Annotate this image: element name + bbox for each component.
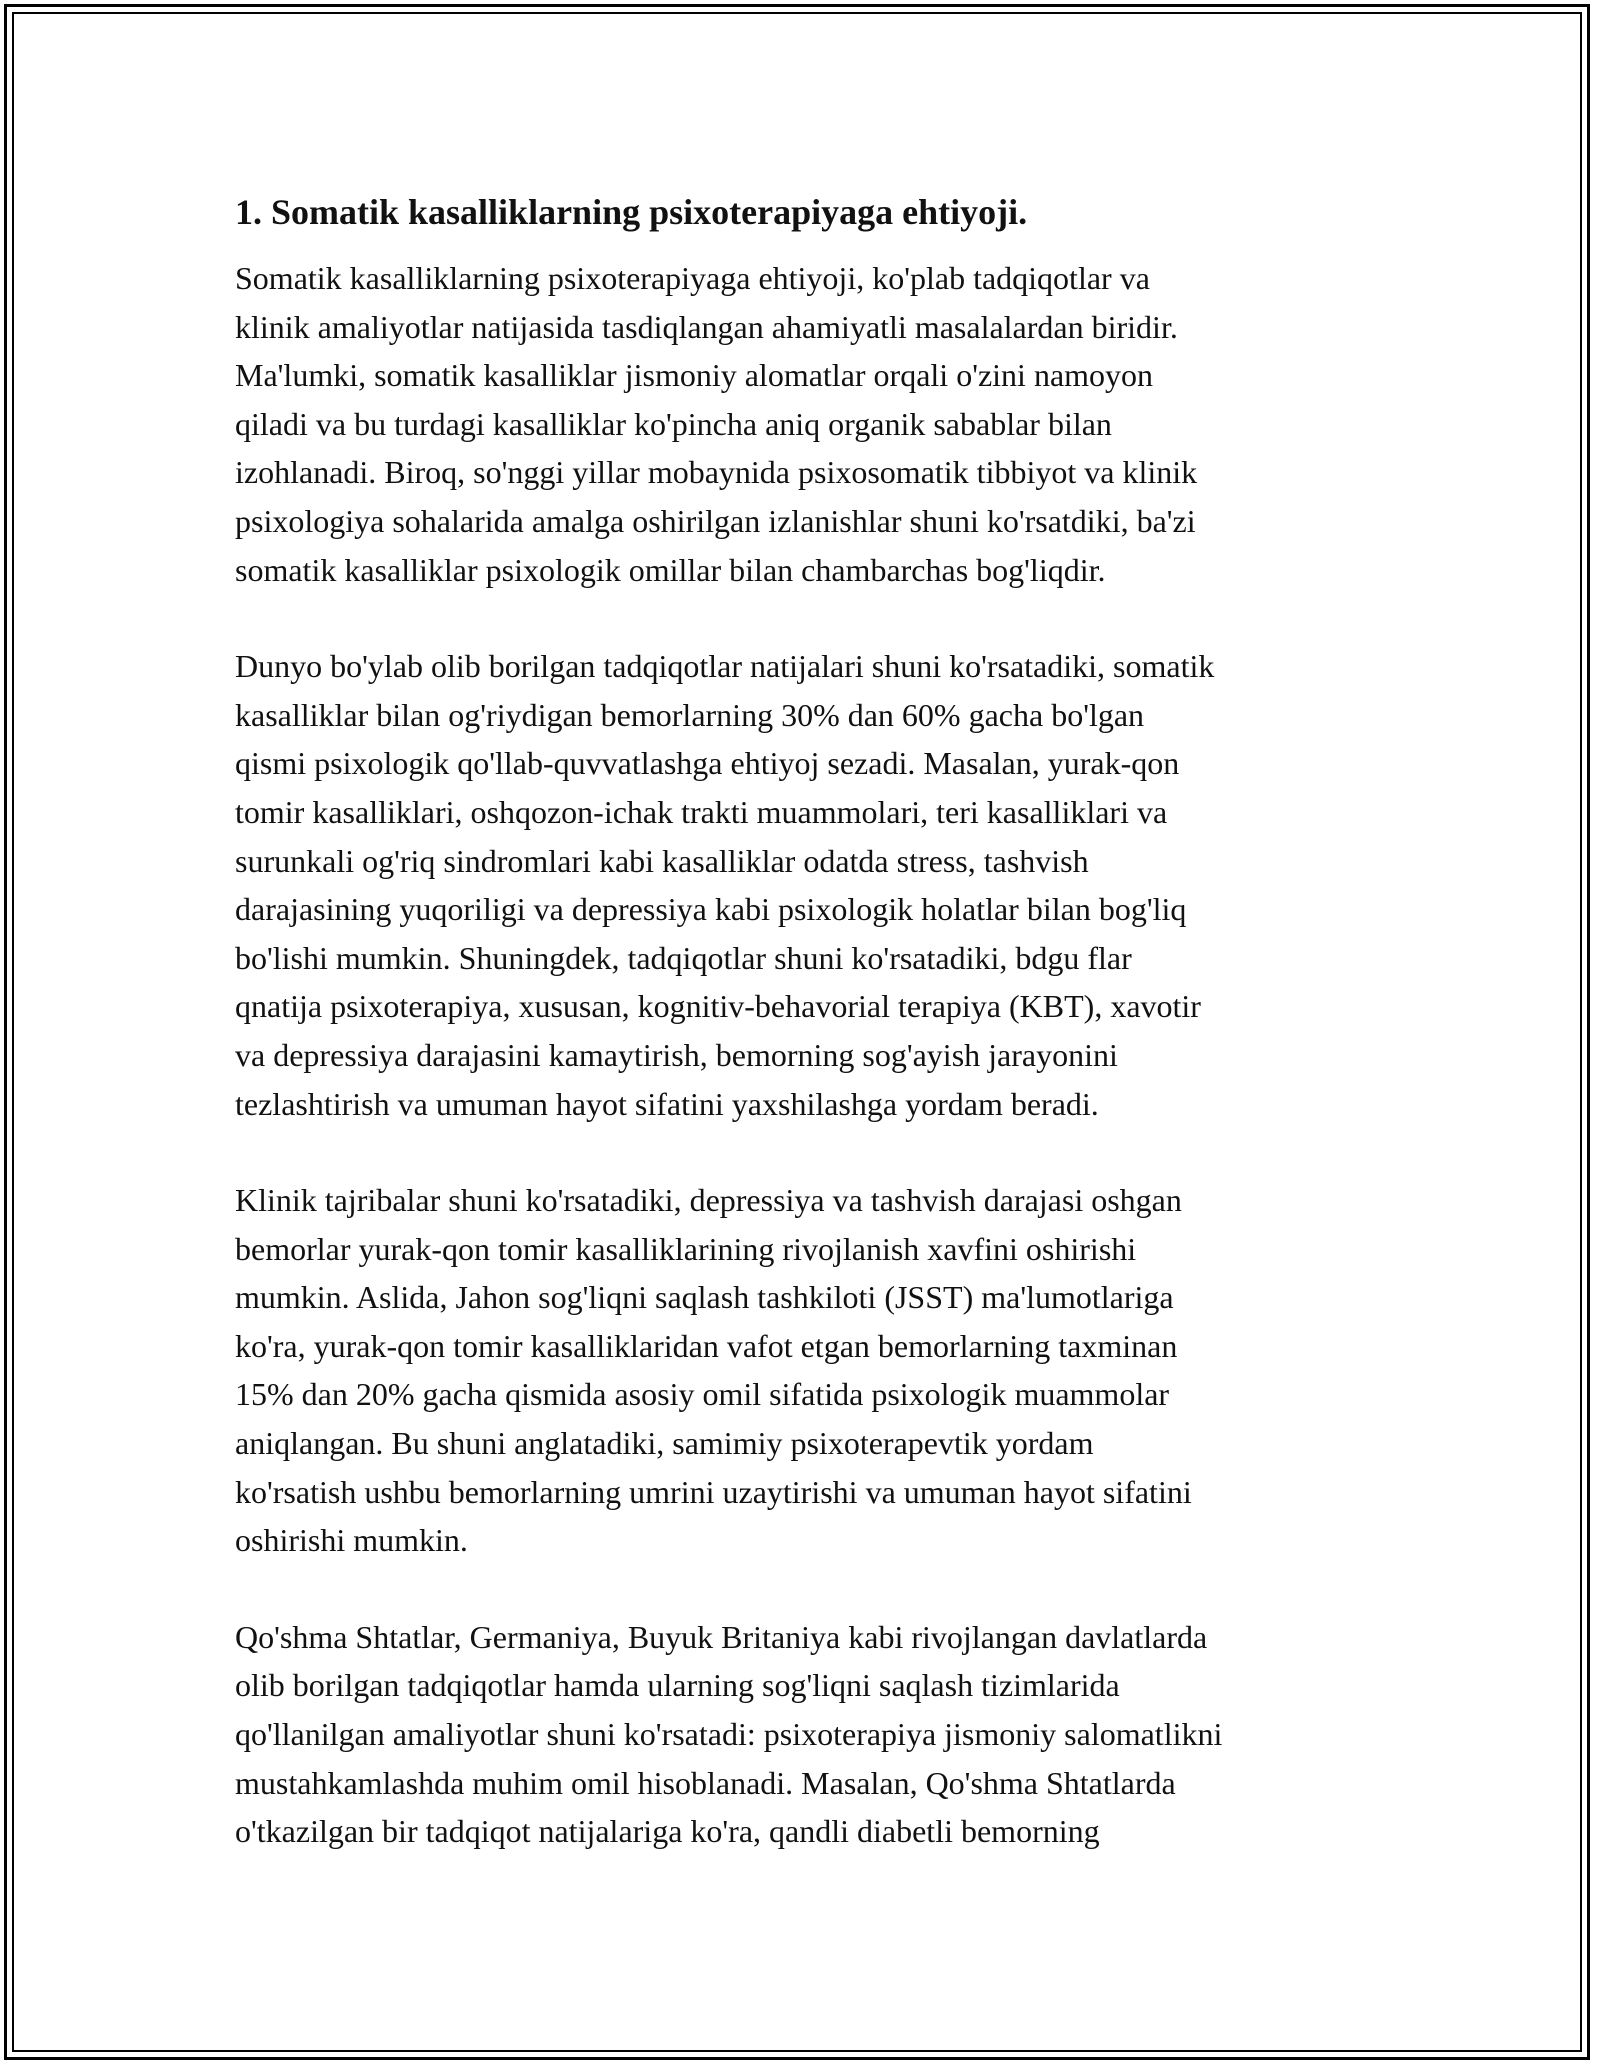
text-line: tezlashtirish va umuman hayot sifatini yaxshilashga yordam beradi. bbox=[235, 1085, 1099, 1122]
text-line: 15% dan 20% gacha qismida asosiy omil sifatida psixologik muammolar bbox=[235, 1376, 1170, 1413]
text-line: Ma'lumki, somatik kasalliklar jismoniy alomatlar orqali o'zini namoyon bbox=[235, 357, 1154, 394]
text-line: psixologiya sohalarida amalga oshirilgan izlanishlar shuni ko'rsatdiki, ba'zi bbox=[235, 502, 1196, 539]
text-line: va depressiya darajasini kamaytirish, bemorning sog'ayish jarayonini bbox=[235, 1036, 1118, 1073]
text-line: surunkali og'riq sindromlari kabi kasalliklar odatda stress, tashvish bbox=[235, 842, 1089, 879]
text-line: Dunyo bo'ylab olib borilgan tadqiqotlar natijalari shuni ko'rsatadiki, somatik bbox=[235, 648, 1215, 685]
document-body bbox=[235, 188, 1415, 1904]
text-line: izohlanadi. Biroq, so'nggi yillar mobaynida psixosomatik tibbiyot va klinik bbox=[235, 454, 1198, 491]
section-heading: 1. Somatik kasalliklarning psixoterapiyaga ehtiyoji. bbox=[235, 192, 1028, 232]
text-line: Qo'shma Shtatlar, Germaniya, Buyuk Britaniya kabi rivojlangan davlatlarda bbox=[235, 1618, 1208, 1655]
text-line: qismi psixologik qo'llab-quvvatlashga ehtiyoj sezadi. Masalan, yurak-qon bbox=[235, 745, 1180, 782]
text-line: somatik kasalliklar psixologik omillar bilan chambarchas bog'liqdir. bbox=[235, 551, 1106, 588]
text-line: Somatik kasalliklarning psixoterapiyaga ehtiyoji, ko'plab tadqiqotlar va bbox=[235, 260, 1150, 296]
text-line: qo'llanilgan amaliyotlar shuni ko'rsatadi: psixoterapiya jismoniy salomatlikni bbox=[235, 1716, 1223, 1753]
text-line: bemorlar yurak-qon tomir kasalliklarining rivojlanish xavfini oshirishi bbox=[235, 1230, 1137, 1267]
text-line: darajasining yuqoriligi va depressiya kabi psixologik holatlar bilan bog'liq bbox=[235, 891, 1187, 928]
text-line: qnatija psixoterapiya, xususan, kognitiv-behavorial terapiya (KBT), xavotir bbox=[235, 988, 1201, 1025]
text-line: Klinik tajribalar shuni ko'rsatadiki, depressiya va tashvish darajasi oshgan bbox=[235, 1182, 1182, 1219]
body-paragraph bbox=[235, 1176, 1415, 1565]
text-line: kasalliklar bilan og'riydigan bemorlarning 30% dan 60% gacha bo'lgan bbox=[235, 696, 1145, 733]
text-line: klinik amaliyotlar natijasida tasdiqlangan ahamiyatli masalalardan biridir. bbox=[235, 308, 1178, 345]
text-line: ko'ra, yurak-qon tomir kasalliklaridan vafot etgan bemorlarning taxminan bbox=[235, 1327, 1178, 1364]
text-line: oshirishi mumkin. bbox=[235, 1522, 468, 1559]
text-line: tomir kasalliklari, oshqozon-ichak trakti muammolari, teri kasalliklari va bbox=[235, 793, 1168, 830]
text-line: olib borilgan tadqiqotlar hamda ularning sog'liqni saqlash tizimlarida bbox=[235, 1667, 1120, 1704]
text-line: mustahkamlashda muhim omil hisoblanadi. Masalan, Qo'shma Shtatlarda bbox=[235, 1764, 1176, 1801]
text-line: aniqlangan. Bu shuni anglatadiki, samimiy psixoterapevtik yordam bbox=[235, 1425, 1094, 1462]
text-line: ko'rsatish ushbu bemorlarning umrini uzaytirishi va umuman hayot sifatini bbox=[235, 1473, 1192, 1510]
body-paragraph bbox=[235, 642, 1415, 1128]
text-line: qiladi va bu turdagi kasalliklar ko'pincha aniq organik sabablar bilan bbox=[235, 405, 1112, 442]
paragraph-container bbox=[235, 254, 1415, 1856]
text-line: o'tkazilgan bir tadqiqot natijalariga ko'ra, qandli diabetli bemorning bbox=[235, 1813, 1100, 1850]
text-line: mumkin. Aslida, Jahon sog'liqni saqlash tashkiloti (JSST) ma'lumotlariga bbox=[235, 1279, 1174, 1316]
body-paragraph bbox=[235, 254, 1415, 594]
text-line: bo'lishi mumkin. Shuningdek, tadqiqotlar shuni ko'rsatadiki, bdgu flar bbox=[235, 939, 1132, 976]
body-paragraph bbox=[235, 1613, 1415, 1856]
